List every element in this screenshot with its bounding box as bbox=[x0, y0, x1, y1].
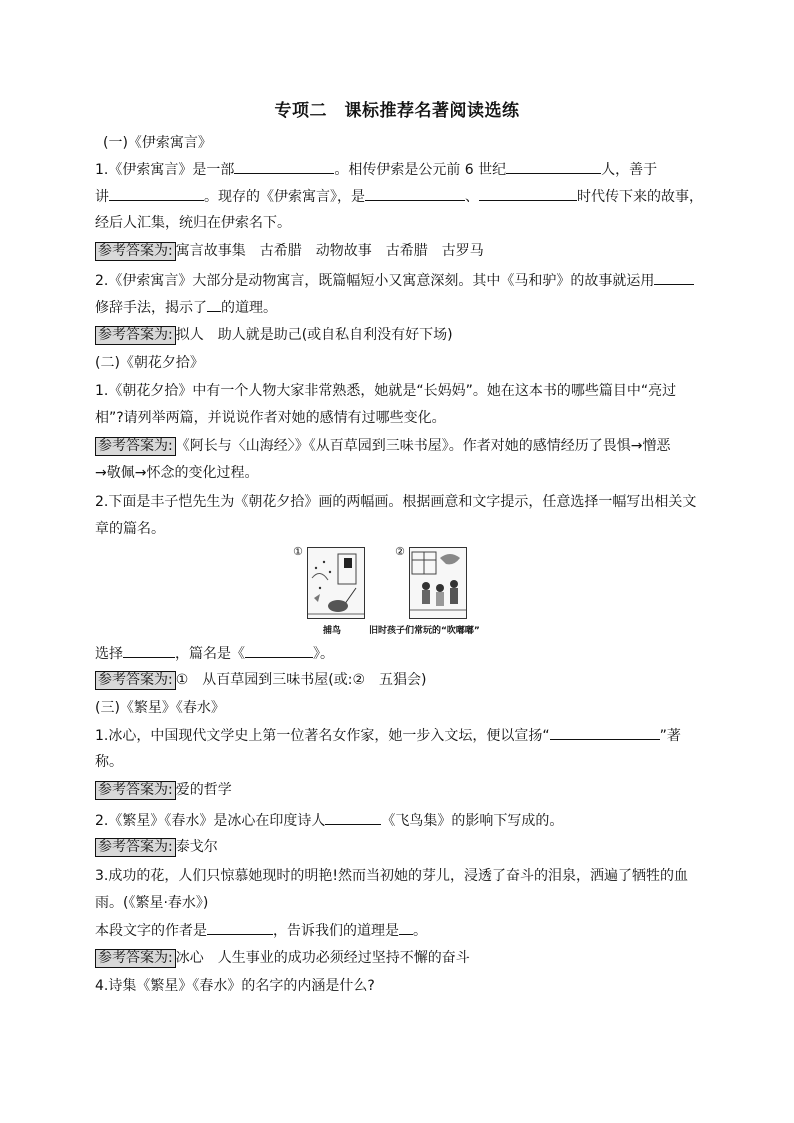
question-text: 3.成功的花，人们只惊慕她现时的明艳!然而当初她的芽儿，浸透了奋斗的泪泉，洒遍了牺牲的血 bbox=[95, 868, 688, 884]
answer-label: 参考答案为: bbox=[95, 326, 176, 345]
question-text: 2.下面是丰子恺先生为《朝花夕拾》画的两幅画。根据画意和文字提示，任意选择一幅写出相关文 bbox=[95, 494, 697, 510]
answer-text: 爱的哲学 bbox=[175, 782, 232, 798]
answer-blank[interactable] bbox=[207, 920, 273, 935]
question-text: 选择 ，篇名是《 》。 bbox=[95, 643, 334, 664]
question-text: 4.诗集《繁星》《春水》的名字的内涵是什么? bbox=[95, 978, 375, 994]
answer-label: 参考答案为: bbox=[95, 242, 176, 261]
answer-line bbox=[95, 241, 484, 261]
answer-text: →敬佩→怀念的变化过程。 bbox=[95, 465, 259, 481]
answer-text: 冰心 人生事业的成功必须经过坚持不懈的奋斗 bbox=[175, 950, 470, 966]
bird-catching-illustration bbox=[307, 547, 365, 619]
answer-text: ① 从百草园到三味书屋(或:② 五猖会) bbox=[175, 672, 427, 688]
answer-blank[interactable] bbox=[365, 186, 465, 201]
section-heading-stars-spring-water: (三)《繁星》《春水》 bbox=[95, 700, 225, 716]
question-text: 称。 bbox=[95, 754, 123, 770]
illustration-caption: 旧时孩子们常玩的“吹嘟嘟” bbox=[369, 626, 480, 636]
answer-text: 《阿长与〈山海经〉》《从百草园到三味书屋》。作者对她的感情经历了畏惧→憎恶 bbox=[175, 438, 671, 454]
answer-blank[interactable] bbox=[550, 725, 660, 740]
question-text: 修辞手法，揭示了 的道理。 bbox=[95, 297, 277, 318]
answer-text: 拟人 助人就是助己(或自私自利没有好下场) bbox=[175, 327, 453, 343]
answer-blank[interactable] bbox=[245, 643, 313, 658]
answer-label: 参考答案为: bbox=[95, 671, 176, 690]
answer-line bbox=[95, 325, 453, 345]
answer-line bbox=[95, 670, 426, 690]
section-heading-aesop: (一)《伊索寓言》 bbox=[103, 135, 212, 151]
answer-text: 寓言故事集 古希腊 动物故事 古希腊 古罗马 bbox=[175, 243, 484, 259]
question-text: 本段文字的作者是 ，告诉我们的道理是 。 bbox=[95, 920, 427, 941]
answer-label: 参考答案为: bbox=[95, 781, 176, 800]
answer-label: 参考答案为: bbox=[95, 838, 176, 857]
answer-text: 泰戈尔 bbox=[175, 839, 218, 855]
answer-blank[interactable] bbox=[234, 159, 334, 174]
answer-blank[interactable] bbox=[207, 297, 221, 312]
question-text: 经后人汇集，统归在伊索名下。 bbox=[95, 215, 291, 231]
illustration-caption: 捕鸟 bbox=[323, 626, 342, 636]
question-text: 雨。(《繁星·春水》) bbox=[95, 895, 209, 911]
answer-blank[interactable] bbox=[109, 186, 204, 201]
question-text: 2.《伊索寓言》大部分是动物寓言，既篇幅短小又寓意深刻。其中《马和驴》的故事就运用 bbox=[95, 270, 694, 291]
answer-line bbox=[95, 780, 232, 800]
question-text: 1.《朝花夕拾》中有一个人物大家非常熟悉，她就是“长妈妈”。她在这本书的哪些篇目中“亮过 bbox=[95, 383, 677, 399]
illustration-pair bbox=[291, 545, 511, 637]
answer-blank[interactable] bbox=[325, 810, 381, 825]
illustration-number: ② bbox=[395, 545, 405, 558]
question-text: 章的篇名。 bbox=[95, 521, 165, 537]
answer-label: 参考答案为: bbox=[95, 437, 176, 456]
section-heading-dawn-blossoms: (二)《朝花夕拾》 bbox=[95, 355, 204, 371]
illustration-number: ① bbox=[293, 545, 303, 558]
answer-line bbox=[95, 436, 670, 456]
answer-blank[interactable] bbox=[479, 186, 577, 201]
children-game-illustration bbox=[409, 547, 467, 619]
answer-blank[interactable] bbox=[654, 270, 694, 285]
question-text: 1.《伊索寓言》是一部 。相传伊索是公元前 6 世纪 人，善于 bbox=[95, 159, 657, 180]
answer-line bbox=[95, 837, 218, 857]
answer-blank[interactable] bbox=[506, 159, 601, 174]
question-text: 2.《繁星》《春水》是冰心在印度诗人 《飞鸟集》的影响下写成的。 bbox=[95, 810, 563, 831]
answer-line bbox=[95, 948, 470, 968]
answer-label: 参考答案为: bbox=[95, 949, 176, 968]
answer-blank[interactable] bbox=[399, 920, 413, 935]
question-text: 相”?请列举两篇，并说说作者对她的感情有过哪些变化。 bbox=[95, 410, 446, 426]
page-title: 专项二 课标推荐名著阅读选练 bbox=[274, 101, 520, 121]
answer-blank[interactable] bbox=[123, 643, 175, 658]
question-text: 1.冰心，中国现代文学史上第一位著名女作家，她一步入文坛，便以宣扬“ ”著 bbox=[95, 725, 681, 746]
question-text: 讲 。现存的《伊索寓言》，是 、 时代传下来的故事， bbox=[95, 186, 703, 207]
